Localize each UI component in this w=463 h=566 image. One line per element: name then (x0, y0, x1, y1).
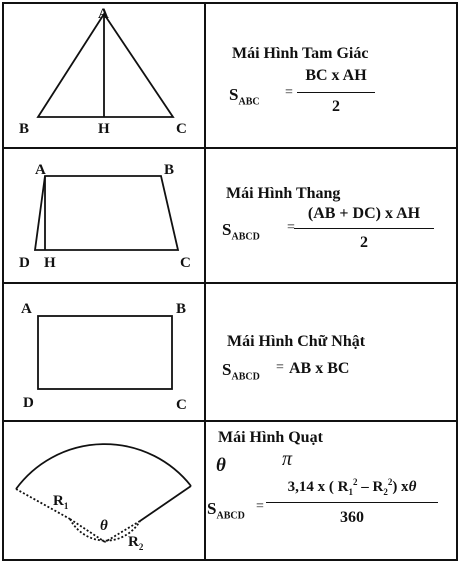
triangle-fraction-bar (297, 92, 375, 93)
vertex-c-label: C (176, 397, 187, 413)
triangle-equals: = (285, 85, 293, 100)
sector-denominator: 360 (340, 509, 364, 526)
triangle-numerator: BC x AH (305, 67, 367, 84)
vertex-b-label: B (19, 121, 30, 137)
theta-angle-label: θ (100, 518, 108, 534)
vertex-c-label: C (176, 121, 187, 137)
sector-title: Mái Hình Quạt (218, 429, 323, 446)
radius-r2-label: $R_2$ (128, 534, 144, 552)
trapezoid-fraction-bar (294, 228, 434, 229)
trapezoid-numerator: (AB + DC) x AH (307, 205, 421, 222)
vertex-c-label: C (180, 255, 191, 271)
trapezoid-area-symbol: $S_{ABCD}$ (222, 220, 260, 243)
theta-symbol: θ (216, 455, 226, 476)
vertex-b-label: B (176, 301, 187, 317)
trapezoid-title: Mái Hình Thang (226, 185, 341, 202)
foot-h-label: H (44, 255, 56, 271)
rectangle-equals: = (276, 360, 284, 375)
triangle-figure (38, 14, 173, 117)
rectangle-figure (38, 316, 172, 389)
vertex-a-label: A (21, 301, 32, 317)
vertex-b-label: B (164, 162, 175, 178)
triangle-denominator: 2 (332, 98, 340, 115)
sector-numerator: 3,14 x ( $R_1^2 - R_2^2$) xθ (287, 477, 417, 497)
pi-symbol: π (282, 448, 293, 470)
sector-equals: = (256, 499, 264, 514)
foot-h-label: H (98, 121, 110, 137)
vertex-d-label: D (23, 395, 34, 411)
trapezoid-equals: = (287, 220, 295, 235)
rectangle-formula-rhs: AB x BC (289, 360, 350, 377)
radius-r1-label: $R_1$ (53, 493, 69, 511)
vertex-a-label: A (98, 6, 109, 22)
triangle-title: Mái Hình Tam Giác (232, 45, 369, 62)
sector-area-symbol: $S_{ABCD}$ (207, 499, 245, 522)
triangle-area-symbol: $S_{ABC}$ (229, 85, 260, 108)
trapezoid-figure (35, 176, 178, 250)
vertex-d-label: D (19, 255, 30, 271)
trapezoid-denominator: 2 (360, 234, 368, 251)
vertex-a-label: A (35, 162, 46, 178)
rectangle-area-symbol: $S_{ABCD}$ (222, 360, 260, 383)
rectangle-title: Mái Hình Chữ Nhật (227, 333, 366, 350)
sector-fraction-bar (266, 502, 438, 503)
